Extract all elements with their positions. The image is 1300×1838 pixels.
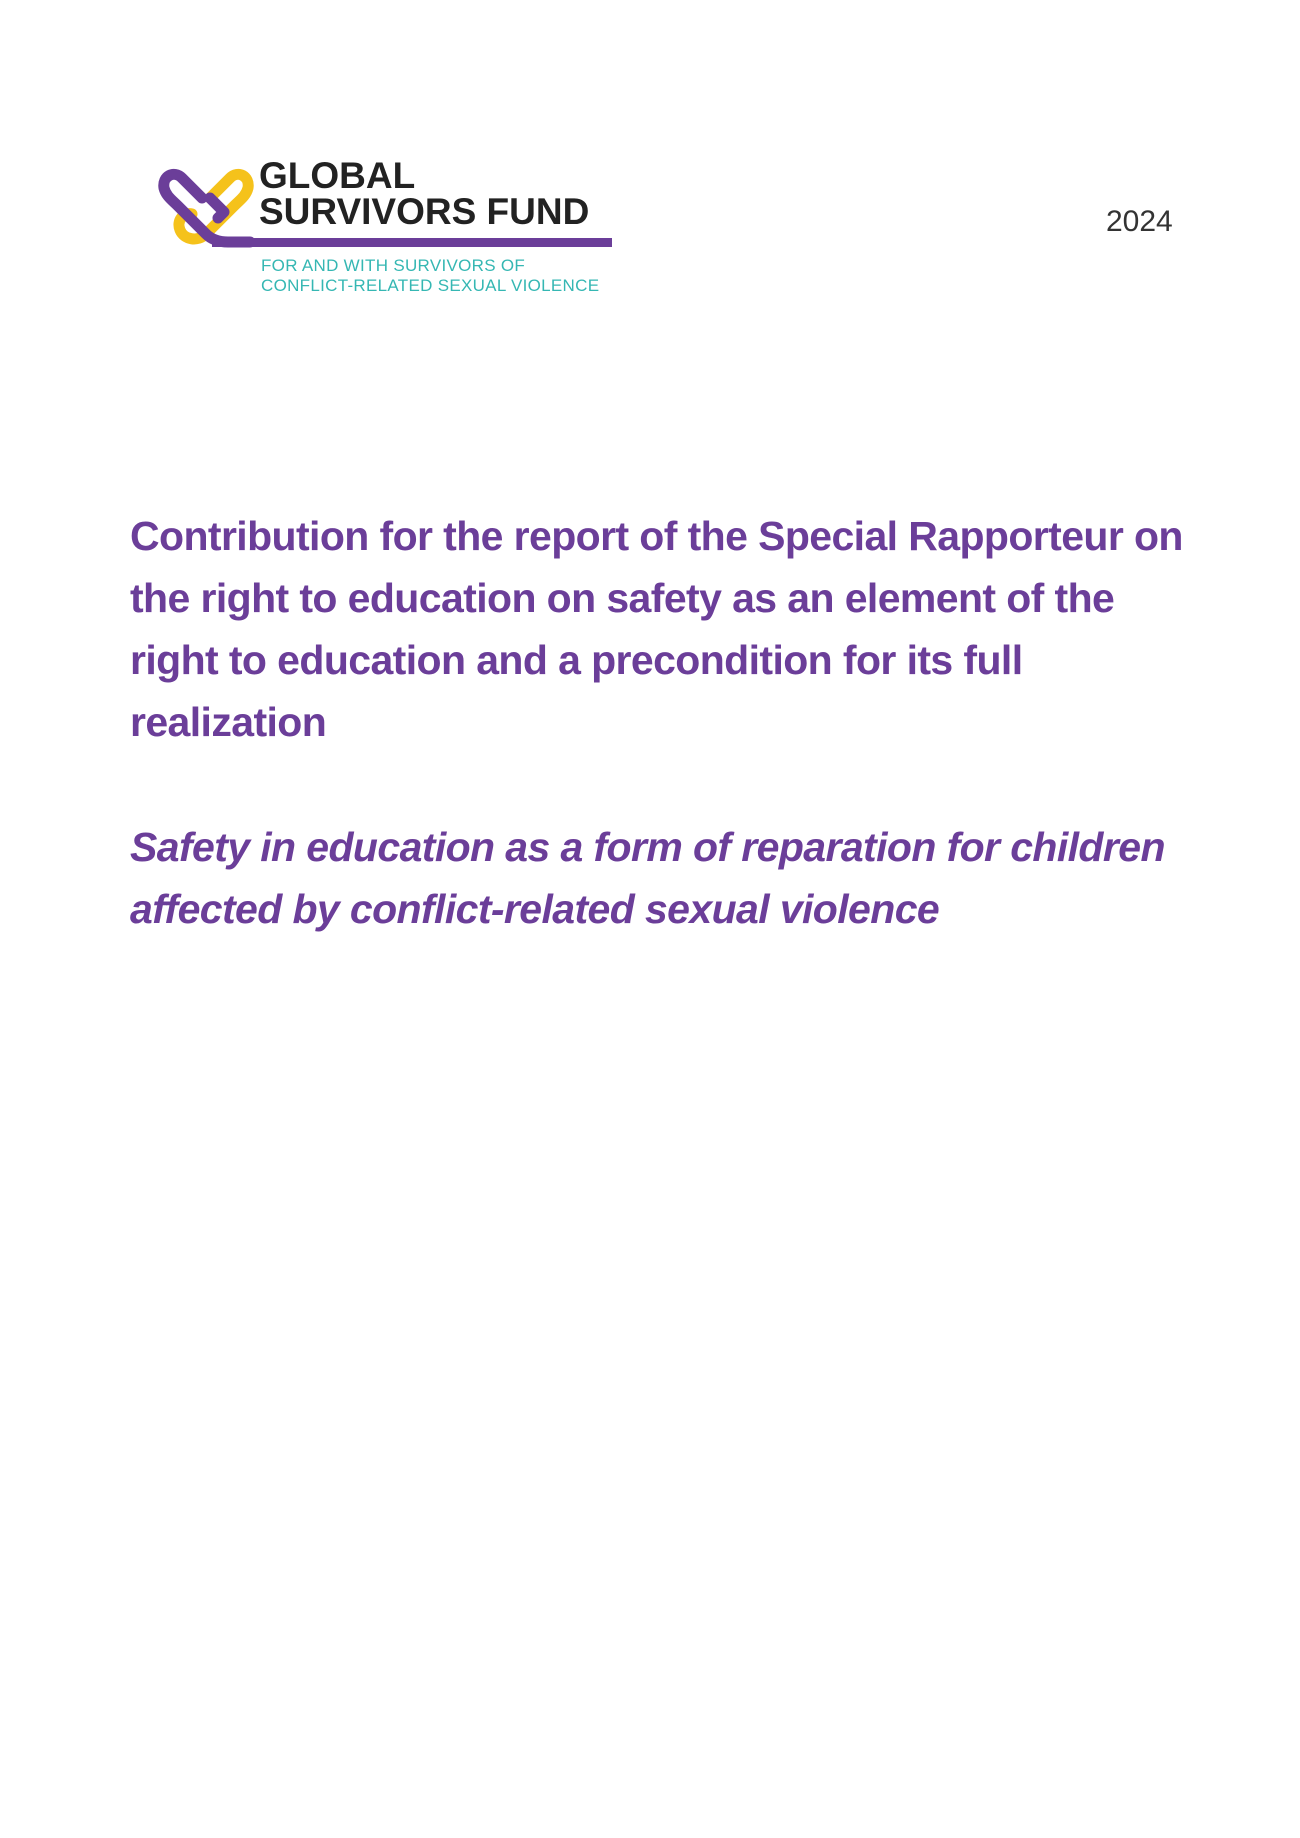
logo-name-line2: SURVIVORS FUND <box>259 191 590 232</box>
organization-logo <box>158 155 618 298</box>
linked-hearts-logo-icon <box>158 158 254 248</box>
logo-wordmark <box>259 155 590 232</box>
document-title: Contribution for the report of the Special Rapporteur on the right to education on safety as an element of the right to education and a precondition for its full realization <box>130 513 1183 745</box>
logo-tagline <box>261 256 599 296</box>
logo-underline-bar <box>212 238 612 247</box>
logo-tagline-line2: CONFLICT-RELATED SEXUAL VIOLENCE <box>261 276 600 295</box>
document-subtitle: Safety in education as a form of reparation for children affected by conflict-related sexual violence <box>130 824 1165 932</box>
logo-tagline-line1: FOR AND WITH SURVIVORS OF <box>261 256 526 275</box>
logo-name-line1: GLOBAL <box>259 155 416 196</box>
document-year: 2024 <box>1106 205 1173 238</box>
